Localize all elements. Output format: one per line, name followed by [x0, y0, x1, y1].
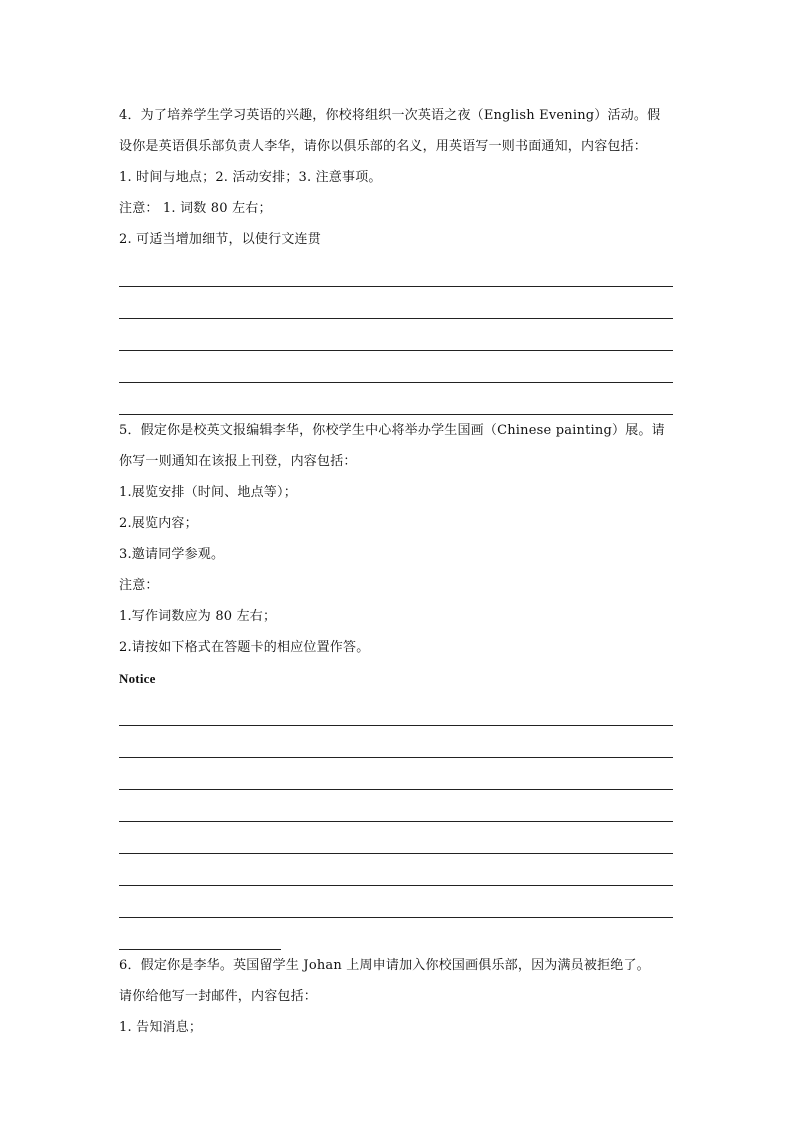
- short-answer-line[interactable]: [119, 918, 281, 950]
- q5-line-3: 1.展览安排（时间、地点等）；: [119, 485, 297, 500]
- answer-line[interactable]: [119, 694, 673, 726]
- answer-line[interactable]: [119, 886, 673, 918]
- q4-line-2: 设你是英语俱乐部负责人李华，请你以俱乐部的名义，用英语写一则书面通知，内容包括：: [119, 139, 648, 154]
- answer-line[interactable]: [119, 287, 673, 319]
- q5-line-7: 1.写作词数应为 80 左右；: [119, 609, 277, 624]
- q4-line-4: 注意： 1. 词数 80 左右；: [119, 201, 272, 216]
- q5-line-5: 3.邀请同学参观。: [119, 547, 225, 562]
- q5-answer-area: [119, 694, 674, 950]
- q6-line-1: 6．假定你是李华。英国留学生 Johan 上周申请加入你校国画俱乐部，因为满员被拒绝了。: [119, 958, 650, 973]
- document-content: [119, 100, 674, 1043]
- q4-line-3: 1. 时间与地点；2. 活动安排；3. 注意事项。: [119, 170, 382, 185]
- answer-line[interactable]: [119, 758, 673, 790]
- q4-line-1: 4．为了培养学生学习英语的兴趣，你校将组织一次英语之夜（English Evening）活动。假: [119, 108, 661, 123]
- q6-line-2: 请你给他写一封邮件，内容包括：: [119, 989, 318, 1004]
- answer-line[interactable]: [119, 854, 673, 886]
- q5-line-8: 2.请按如下格式在答题卡的相应位置作答。: [119, 640, 370, 655]
- q5-line-6: 注意：: [119, 578, 159, 593]
- answer-line[interactable]: [119, 790, 673, 822]
- q5-line-1: 5．假定你是校英文报编辑李华，你校学生中心将举办学生国画（Chinese painting）展。请: [119, 423, 665, 438]
- answer-line[interactable]: [119, 255, 673, 287]
- q6-line-3: 1. 告知消息；: [119, 1020, 203, 1035]
- q4-line-5: 2. 可适当增加细节，以使行文连贯: [119, 232, 321, 247]
- answer-line[interactable]: [119, 351, 673, 383]
- answer-line[interactable]: [119, 383, 673, 415]
- q5-line-2: 你写一则通知在该报上刊登，内容包括：: [119, 454, 357, 469]
- answer-line[interactable]: [119, 726, 673, 758]
- q5-line-4: 2.展览内容；: [119, 516, 198, 531]
- q4-answer-area: [119, 255, 674, 415]
- q5-notice-heading: Notice: [119, 671, 156, 686]
- answer-line[interactable]: [119, 319, 673, 351]
- answer-line[interactable]: [119, 822, 673, 854]
